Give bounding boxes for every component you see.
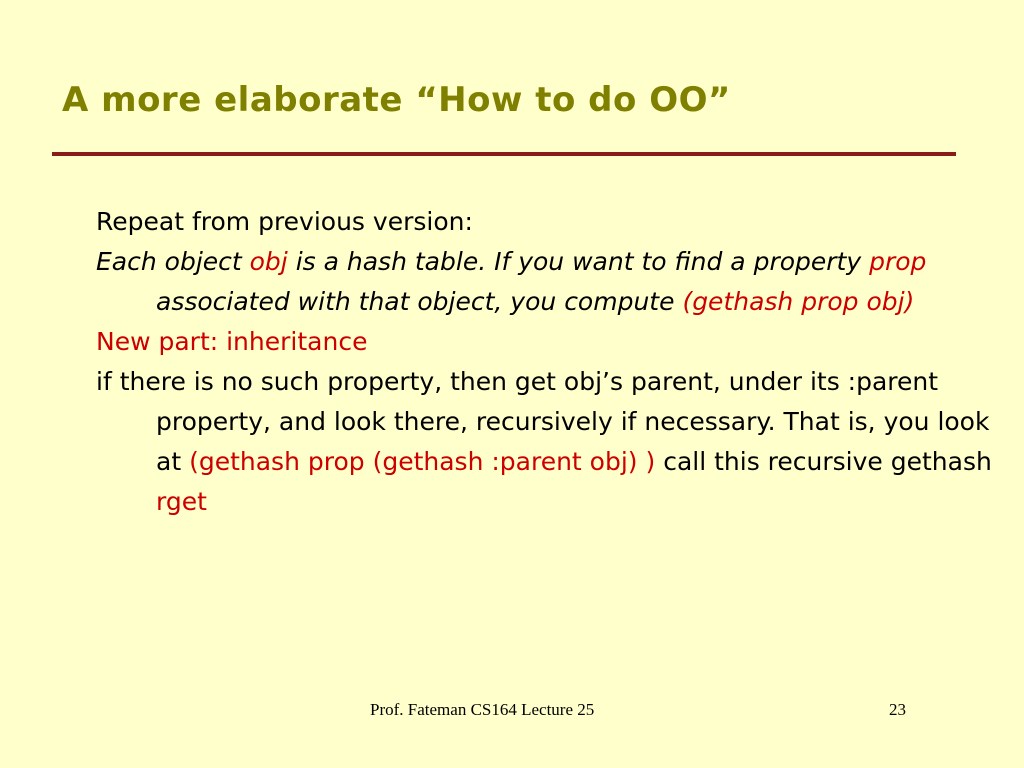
page-number: 23: [889, 700, 906, 719]
body-paragraph-hash-table: [96, 242, 1016, 322]
code-obj: obj: [249, 247, 288, 276]
body-paragraph-inheritance: [96, 362, 1016, 522]
text-segment: if there is no such property, then get obj’s parent, under its :parent property, and look there, recursively if necessary. That is, you look at: [96, 367, 990, 476]
text-segment: is a hash table. If you want to find a property: [287, 247, 870, 276]
code-recursive-gethash: (gethash prop (gethash :parent obj) ): [189, 447, 656, 476]
slide-body: [96, 202, 1016, 522]
slide-title: A more elaborate “How to do OO”: [62, 80, 731, 120]
code-prop: prop: [869, 247, 927, 276]
body-line-new-part: New part: inheritance: [96, 327, 368, 356]
text-segment: Each object: [96, 247, 250, 276]
text-segment: associated with that object, you compute: [156, 287, 683, 316]
title-divider: [52, 152, 956, 156]
text-segment: call this recursive gethash: [655, 447, 992, 476]
code-rget: rget: [156, 487, 207, 516]
code-gethash: (gethash prop obj): [682, 287, 915, 316]
body-line-repeat: Repeat from previous version:: [96, 207, 473, 236]
footer-text: Prof. Fateman CS164 Lecture 25: [370, 700, 595, 719]
